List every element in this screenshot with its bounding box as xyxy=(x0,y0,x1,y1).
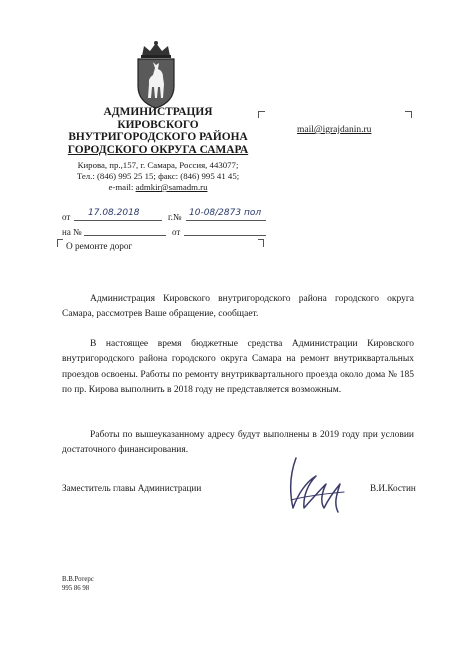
executor-info xyxy=(62,576,94,593)
subject-bracket-right xyxy=(258,239,264,247)
email-prefix: e-mail: xyxy=(108,182,136,192)
body-paragraph-1: Администрация Кировского внутригородского района городского округа Самара, рассмотрев Ваше обращение, сообщает. xyxy=(62,294,414,320)
signatory-position: Заместитель главы Администрации xyxy=(62,483,202,493)
from-label: от xyxy=(62,212,71,222)
reply-from-label: от xyxy=(172,227,181,237)
coat-of-arms-icon xyxy=(126,40,186,110)
org-email-link[interactable]: admkir@samadm.ru xyxy=(135,182,208,192)
address-line-2: Тел.: (846) 995 25 15; факс: (846) 995 41 45; xyxy=(76,171,240,181)
reply-number-underline xyxy=(84,235,166,236)
handwritten-signature-icon xyxy=(282,452,354,522)
number-label: г.№ xyxy=(168,212,182,222)
document-date: 17.08.2018 xyxy=(88,208,140,218)
reply-date-underline xyxy=(184,235,266,236)
subject-bracket-left xyxy=(57,239,63,247)
org-line-1: АДМИНИСТРАЦИЯ xyxy=(103,106,213,118)
document-number: 10-08/2873 пол xyxy=(189,208,262,218)
reply-to-label: на № xyxy=(62,227,82,237)
number-underline xyxy=(186,220,266,221)
body-paragraph-2: В настоящее время бюджетные средства Администрации Кировского внутригородского района городского округа Самара на ремонт внутриквартальных проездов освоены. Работы по ремонту внутриквартального проезда около дома № 185 по пр. Кирова выполнить в 2018 году не представляется возможным. xyxy=(62,339,414,396)
recipient-email-link[interactable]: mail@igrajdanin.ru xyxy=(297,125,372,135)
email-line xyxy=(58,182,258,193)
date-underline xyxy=(74,220,162,221)
signatory-name: В.И.Костин xyxy=(370,483,416,493)
org-line-3: ВНУТРИГОРОДСКОГО РАЙОНА xyxy=(68,131,248,144)
subject-line: О ремонте дорог xyxy=(66,242,133,252)
executor-name: В.В.Ротерс xyxy=(62,576,94,583)
address-line-1: Кирова, пр.,157, г. Самара, Россия, 443077; xyxy=(77,160,239,170)
organization-header xyxy=(58,106,258,156)
organization-address xyxy=(58,160,258,193)
org-line-2: КИРОВСКОГО xyxy=(117,118,199,131)
org-line-4: ГОРОДСКОГО ОКРУГА САМАРА xyxy=(67,143,249,156)
recipient-bracket-left xyxy=(258,111,265,118)
executor-phone: 995 86 98 xyxy=(62,584,90,592)
body-paragraph-3: Работы по вышеуказанному адресу будут выполнены в 2019 году при условии достаточного финансирования. xyxy=(62,430,414,456)
recipient-bracket-right xyxy=(405,111,412,118)
